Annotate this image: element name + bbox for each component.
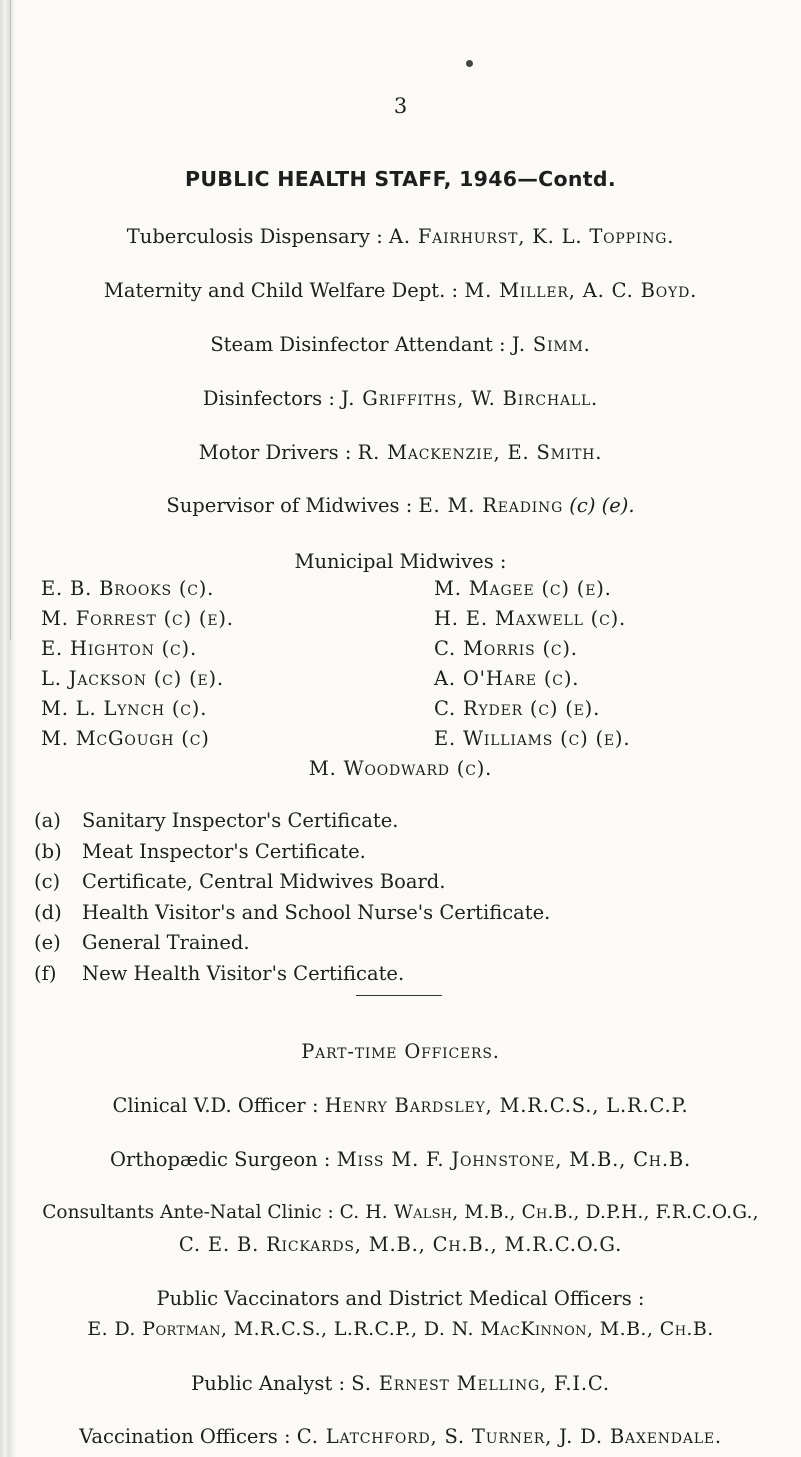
midwife-entry: L. Jackson (c) (e). (41, 667, 224, 690)
staff-names: C. Latchford, S. Turner, J. D. Baxendale. (296, 1425, 722, 1448)
footnote-key: (f) (34, 961, 57, 985)
midwives-left-column (41, 577, 234, 757)
print-speck (466, 60, 473, 67)
staff-label: Public Analyst : (191, 1372, 346, 1395)
midwife-entry: C. Morris (c). (434, 637, 578, 660)
staff-names: E. M. Reading (418, 494, 564, 517)
footnote-key: (e) (34, 931, 61, 955)
midwife-entry: M. L. Lynch (c). (41, 697, 208, 720)
footnote-item (34, 809, 550, 840)
staff-motor-drivers (0, 441, 801, 464)
staff-tuberculosis (0, 225, 801, 248)
vaccinators-title: Public Vaccinators and District Medical Officers : (156, 1287, 645, 1310)
footnote-text: Certificate, Central Midwives Board. (82, 870, 446, 894)
consultants-line-1 (0, 1202, 801, 1223)
footnote-key: (d) (34, 900, 62, 924)
midwife-last-entry: M. Woodward (c). (308, 757, 493, 780)
footnote-text: Meat Inspector's Certificate. (82, 839, 366, 863)
staff-names: S. Ernest Melling, F.I.C. (351, 1372, 610, 1395)
staff-supervisor-midwives (0, 494, 801, 517)
staff-label: Consultants Ante-Natal Clinic : (42, 1202, 334, 1223)
vaccinators-names: E. D. Portman, M.R.C.S., L.R.C.P., D. N. MacKinnon, M.B., Ch.B. (87, 1318, 714, 1340)
midwives-title: Municipal Midwives : (294, 550, 507, 573)
page-heading: PUBLIC HEALTH STAFF, 1946—Contd. (185, 167, 616, 191)
midwife-entry: H. E. Maxwell (c). (434, 607, 627, 630)
footnote-item (34, 840, 550, 871)
staff-label: Tuberculosis Dispensary : (126, 225, 383, 248)
staff-names: C. H. Walsh, M.B., Ch.B., D.P.H., F.R.C.O.G., (339, 1202, 759, 1223)
midwife-entry: E. Highton (c). (41, 637, 197, 660)
staff-names: R. Mackenzie, E. Smith. (357, 441, 603, 464)
footnote-item (34, 962, 550, 993)
staff-label: Disinfectors : (202, 387, 335, 410)
midwife-entry: E. B. Brooks (c). (41, 577, 215, 600)
section-divider (356, 995, 442, 996)
staff-label: Steam Disinfector Attendant : (210, 333, 506, 356)
midwife-entry: M. Forrest (c) (e). (41, 607, 234, 630)
footnote-key: (c) (34, 870, 61, 894)
staff-suffix: (c) (e). (569, 494, 635, 517)
page-number: 3 (393, 94, 408, 118)
staff-names: A. Fairhurst, K. L. Topping. (388, 225, 675, 248)
footnote-key: (b) (34, 839, 62, 863)
footnote-item (34, 870, 550, 901)
staff-names: Miss M. F. Johnstone, M.B., Ch.B. (336, 1148, 691, 1171)
footnote-text: General Trained. (82, 931, 250, 955)
clinical-vd-officer (0, 1094, 801, 1117)
midwife-entry: M. McGough (c) (41, 727, 210, 750)
midwife-entry: E. Williams (c) (e). (434, 727, 631, 750)
staff-label: Supervisor of Midwives : (166, 494, 413, 517)
staff-disinfectors (0, 387, 801, 410)
staff-label: Orthopædic Surgeon : (110, 1148, 331, 1171)
orthopaedic-surgeon (0, 1148, 801, 1171)
midwives-right-column (434, 577, 630, 757)
staff-names: Henry Bardsley, M.R.C.S., L.R.C.P. (324, 1094, 689, 1117)
midwife-entry: C. Ryder (c) (e). (434, 697, 601, 720)
midwife-entry: A. O'Hare (c). (434, 667, 580, 690)
staff-label: Vaccination Officers : (79, 1425, 291, 1448)
staff-label: Clinical V.D. Officer : (112, 1094, 319, 1117)
staff-maternity (0, 279, 801, 302)
staff-names: J. Simm. (511, 333, 591, 356)
part-time-title: Part-time Officers. (301, 1040, 500, 1063)
staff-steam-disinfector (0, 333, 801, 356)
public-analyst (0, 1372, 801, 1395)
midwife-entry: M. Magee (c) (e). (434, 577, 612, 600)
footnote-item (34, 931, 550, 962)
staff-label: Motor Drivers : (198, 441, 352, 464)
footnote-text: New Health Visitor's Certificate. (82, 961, 405, 985)
footnote-text: Sanitary Inspector's Certificate. (82, 809, 399, 832)
footnote-item (34, 901, 550, 932)
footnotes (34, 809, 550, 993)
consultants-line-2: C. E. B. Rickards, M.B., Ch.B., M.R.C.O.G. (178, 1233, 623, 1256)
staff-names: J. Griffiths, W. Birchall. (341, 387, 599, 410)
footnote-text: Health Visitor's and School Nurse's Certificate. (82, 900, 551, 924)
footnote-key: (a) (34, 809, 61, 832)
staff-names: M. Miller, A. C. Boyd. (464, 279, 698, 302)
vaccination-officers (0, 1425, 801, 1448)
staff-label: Maternity and Child Welfare Dept. : (103, 279, 459, 302)
